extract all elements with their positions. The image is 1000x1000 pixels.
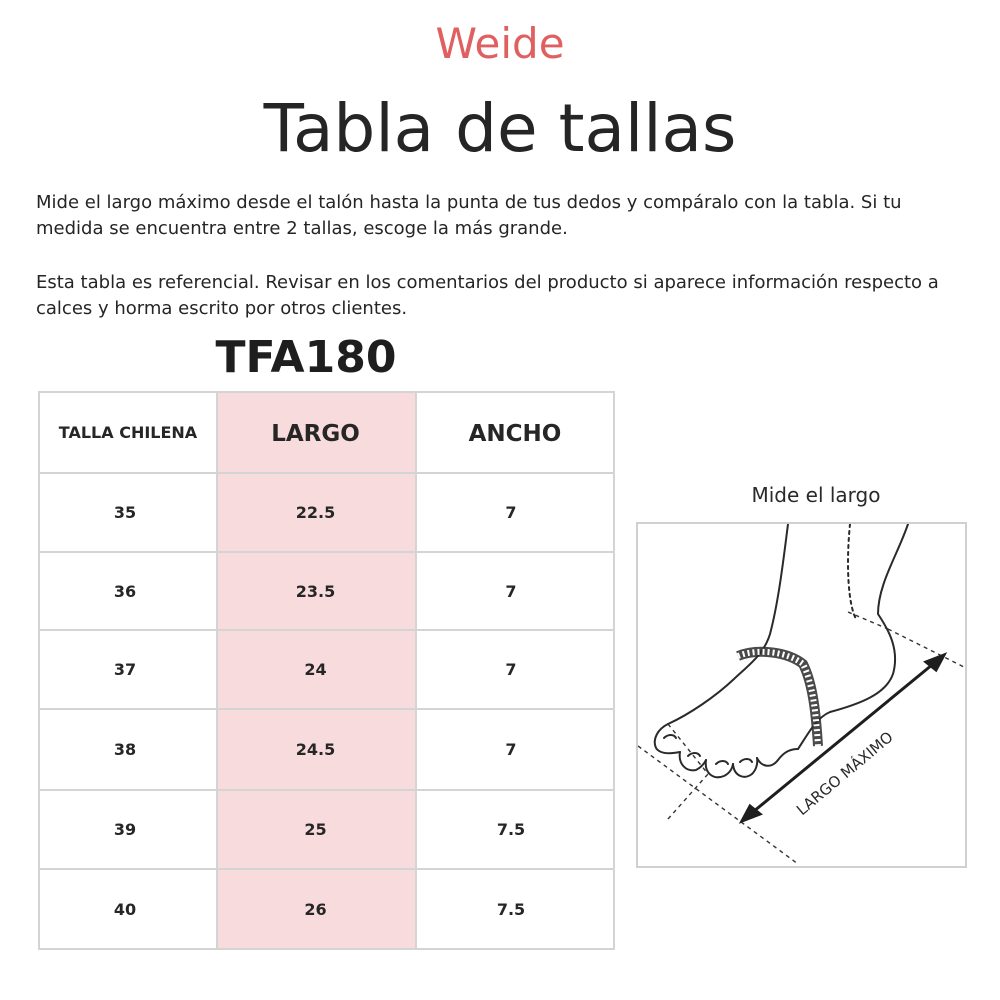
header-ancho: ANCHO	[468, 421, 562, 447]
table-cell-largo: 24	[304, 660, 327, 679]
foot-measurement-illustration-icon	[638, 524, 967, 868]
table-cell-talla: 39	[113, 820, 137, 839]
table-cell-ancho: 7	[505, 581, 517, 601]
table-cell-talla: 36	[113, 581, 137, 601]
measure-label: LARGO MÁXIMO	[793, 727, 897, 820]
table-cell-largo: 26	[304, 899, 327, 919]
header-talla-chilena: TALLA CHILENA	[58, 423, 198, 442]
header-largo: LARGO	[271, 421, 360, 447]
table-cell-ancho: 7	[505, 660, 517, 679]
table-cell-talla: 35	[113, 503, 137, 522]
table-cell-largo: 22.5	[295, 503, 336, 522]
table-cell-talla: 38	[113, 740, 137, 759]
intro-paragraph-disclaimer: Esta tabla es referencial. Revisar en los comentarios del producto si aparece información respecto a calces y horma escrito por otros clientes.	[36, 272, 939, 319]
table-cell-talla: 37	[113, 660, 137, 679]
table-cell-talla: 40	[113, 899, 137, 919]
table-cell-largo: 24.5	[295, 740, 336, 759]
table-cell-ancho: 7.5	[496, 899, 526, 919]
size-table	[38, 391, 615, 950]
intro-paragraph-measure: Mide el largo máximo desde el talón hasta la punta de tus dedos y compáralo con la tabla. Si tu medida se encuentra entre 2 tallas, escoge la más grande.	[36, 192, 902, 239]
table-cell-largo: 25	[304, 820, 327, 839]
foot-measurement-diagram	[636, 522, 967, 868]
table-cell-largo: 23.5	[295, 581, 336, 601]
diagram-label: Mide el largo	[751, 483, 881, 507]
model-code: TFA180	[215, 332, 397, 383]
table-cell-ancho: 7	[505, 740, 517, 759]
page-title: Tabla de tallas	[263, 90, 737, 167]
table-cell-ancho: 7.5	[496, 820, 526, 839]
brand-logo: Weide	[435, 19, 565, 68]
table-cell-ancho: 7	[505, 503, 517, 522]
